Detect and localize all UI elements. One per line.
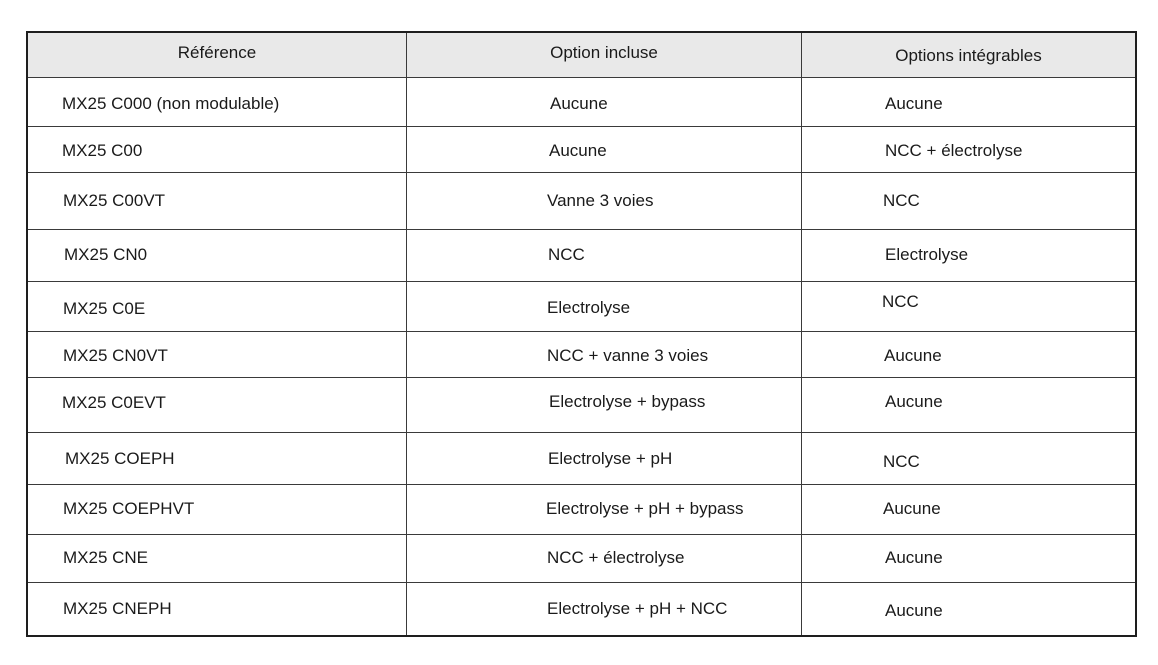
options-table [26, 31, 1137, 637]
header-option-incluse: Option incluse [550, 43, 658, 62]
cell-option-incluse: Aucune [550, 94, 608, 113]
cell-reference: MX25 CN0 [64, 245, 148, 264]
cell-option-incluse: Electrolyse [547, 298, 631, 317]
cell-option-incluse: Electrolyse + pH + bypass [546, 499, 744, 518]
cell-reference: MX25 C000 (non modulable) [62, 94, 280, 113]
cell-option-incluse: Electrolyse + pH [548, 449, 673, 468]
table-row [28, 282, 1135, 332]
cell-reference: MX25 C0EVT [62, 393, 166, 412]
table-row [28, 485, 1135, 535]
cell-options-integrables: NCC [883, 452, 920, 471]
cell-options-integrables: Aucune [885, 601, 943, 620]
cell-reference: MX25 COEPHVT [63, 499, 195, 518]
table-row [28, 127, 1135, 173]
cell-option-incluse: NCC + électrolyse [547, 548, 685, 567]
cell-option-incluse: Electrolyse + bypass [549, 392, 706, 411]
table-row [28, 583, 1135, 635]
table-row [28, 433, 1135, 485]
cell-reference: MX25 C00VT [63, 191, 166, 210]
table-row [28, 230, 1135, 282]
column-divider [406, 33, 407, 635]
table-row [28, 332, 1135, 378]
cell-options-integrables: Aucune [885, 392, 943, 411]
table-row [28, 173, 1135, 230]
header-options-integrables: Options intégrables [895, 46, 1042, 65]
cell-options-integrables: NCC [882, 292, 919, 311]
cell-reference: MX25 CN0VT [63, 346, 168, 365]
cell-option-incluse: Electrolyse + pH + NCC [547, 599, 728, 618]
cell-reference: MX25 C00 [62, 141, 143, 160]
cell-options-integrables: NCC + électrolyse [885, 141, 1023, 160]
cell-options-integrables: NCC [883, 191, 920, 210]
cell-options-integrables: Aucune [885, 548, 943, 567]
cell-reference: MX25 COEPH [65, 449, 175, 468]
cell-option-incluse: NCC + vanne 3 voies [547, 346, 709, 365]
table-row [28, 535, 1135, 583]
cell-options-integrables: Aucune [885, 94, 943, 113]
cell-option-incluse: Vanne 3 voies [547, 191, 654, 210]
cell-option-incluse: NCC [548, 245, 585, 264]
table-header-row [28, 33, 1135, 78]
header-reference: Référence [177, 43, 257, 62]
cell-reference: MX25 CNE [63, 548, 149, 567]
cell-option-incluse: Aucune [549, 141, 607, 160]
cell-reference: MX25 CNEPH [63, 599, 172, 618]
cell-options-integrables: Aucune [884, 346, 942, 365]
column-divider [801, 33, 802, 635]
table-row [28, 78, 1135, 127]
cell-options-integrables: Electrolyse [885, 245, 969, 264]
cell-options-integrables: Aucune [883, 499, 941, 518]
table-row [28, 378, 1135, 433]
cell-reference: MX25 C0E [63, 299, 146, 318]
